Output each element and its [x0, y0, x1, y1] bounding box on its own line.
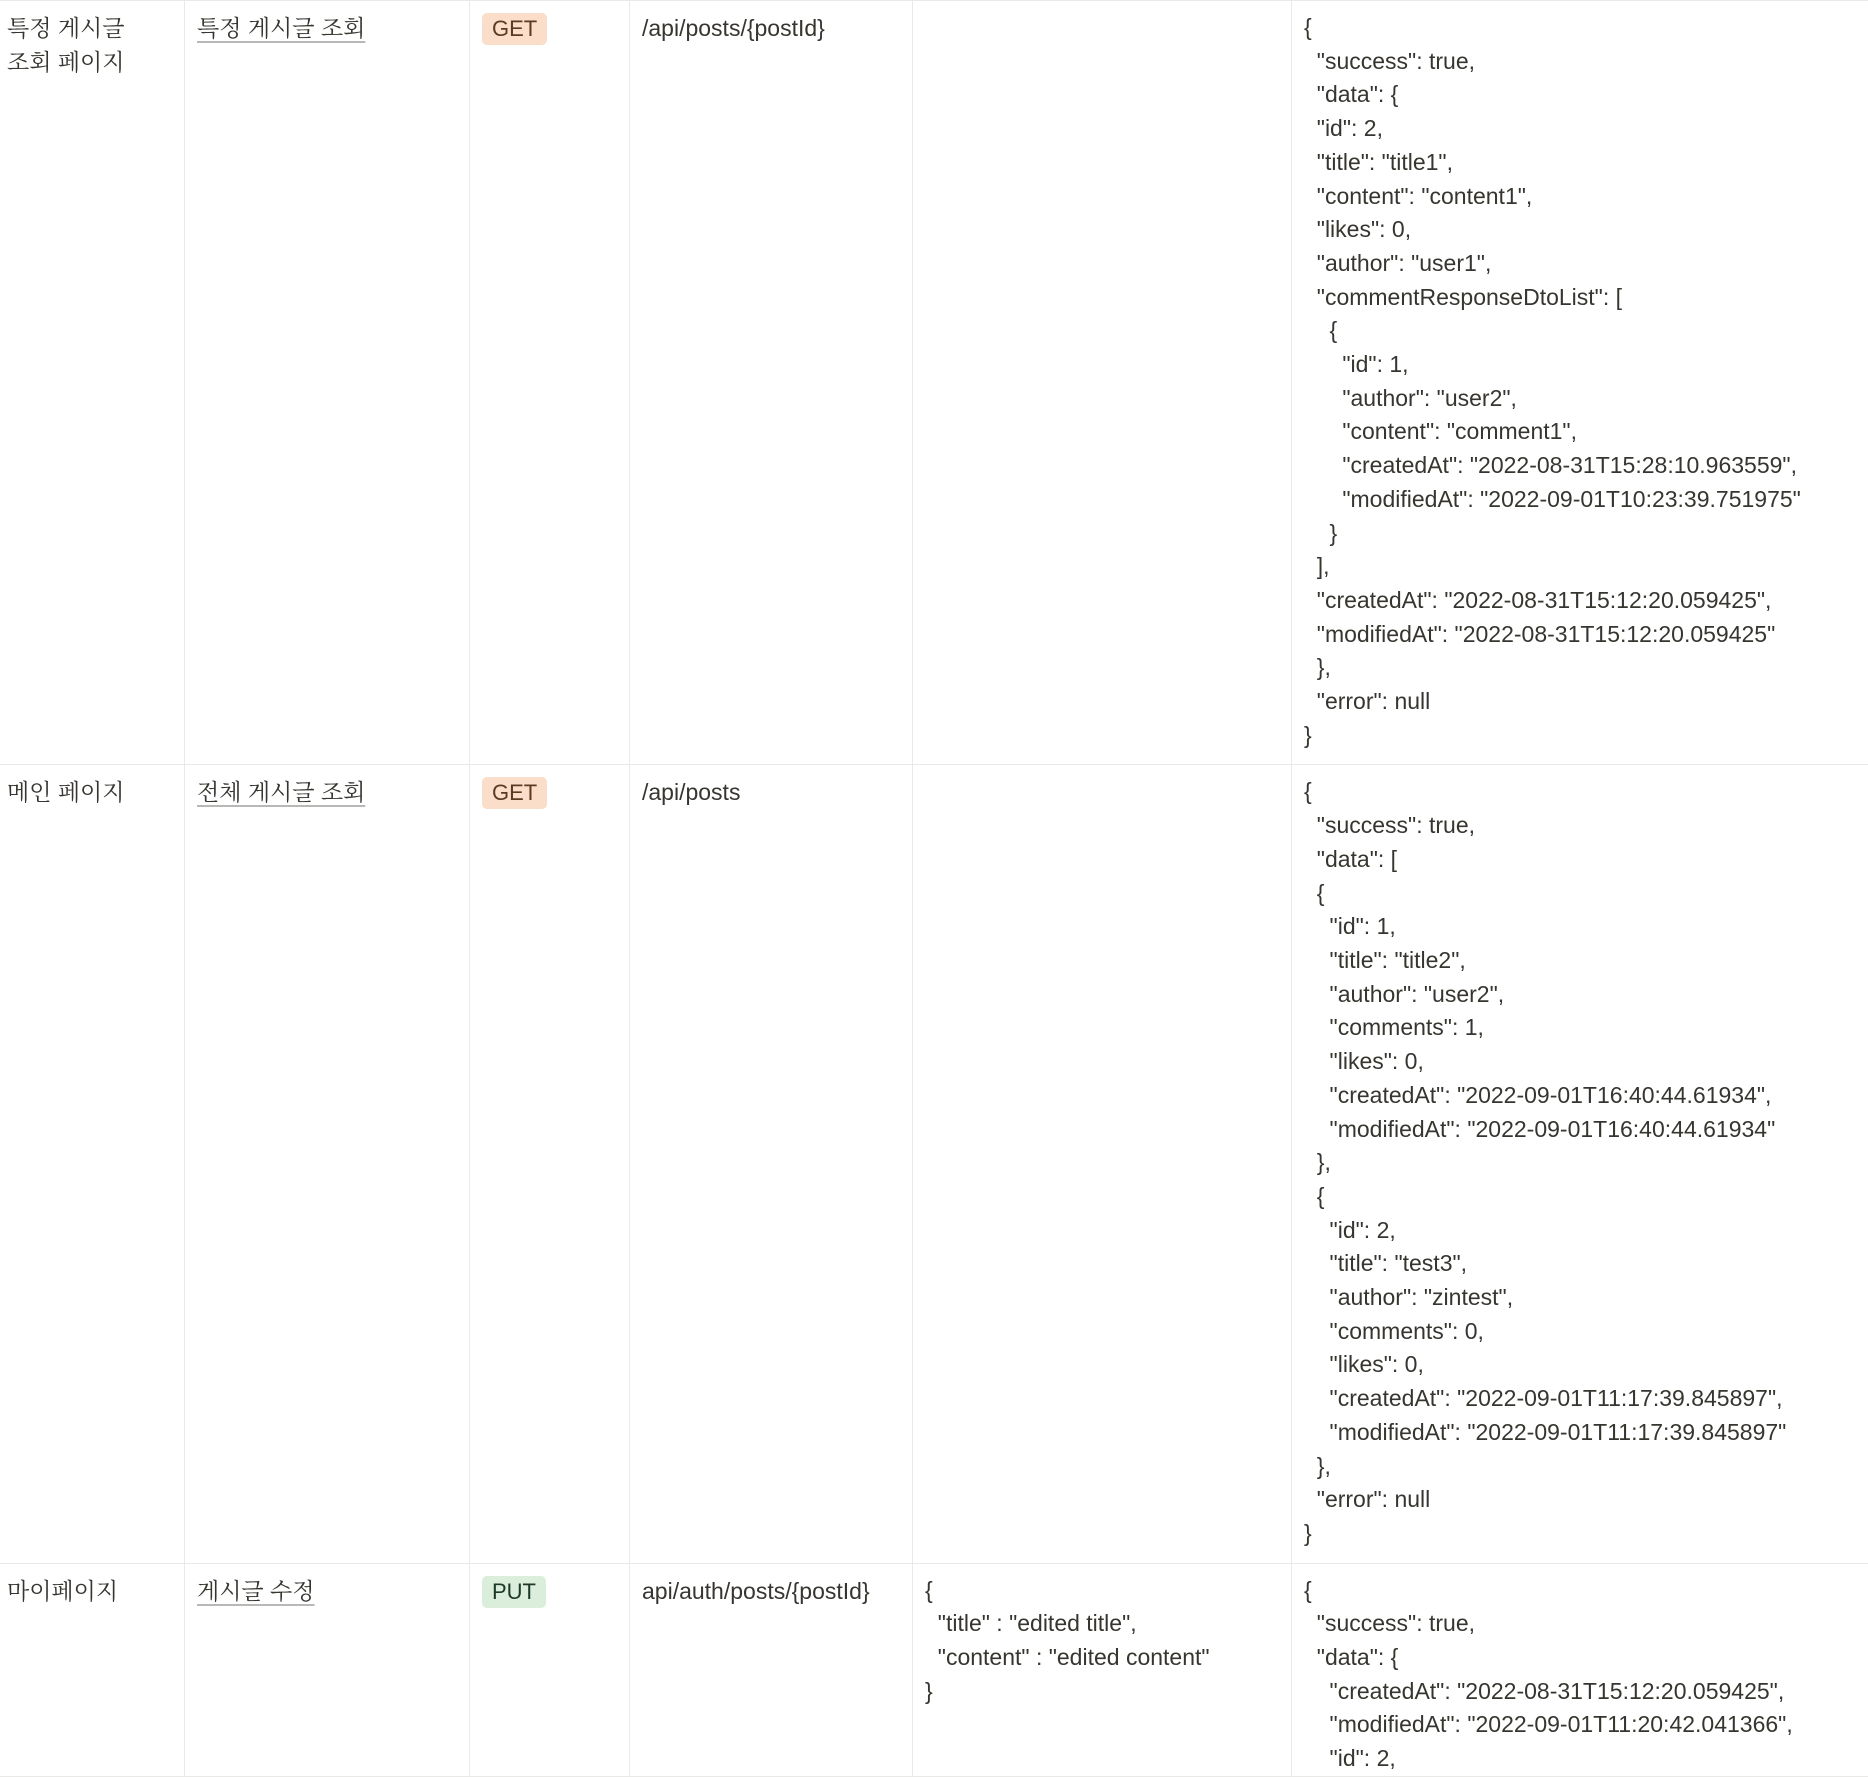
page-name: 마이페이지 [7, 1574, 167, 1608]
feature-name[interactable]: 특정 게시글 조회 [197, 15, 365, 41]
url-text: /api/posts [642, 779, 740, 805]
feature-name[interactable]: 게시글 수정 [197, 1578, 314, 1604]
feature-cell[interactable] [185, 765, 470, 1563]
method-badge: GET [482, 777, 547, 809]
request-cell[interactable] [913, 1563, 1292, 1776]
response-body: { "success": true, "data": { "createdAt": "2022-08-31T15:12:20.059425", "modifiedAt": "2022-09-01T11:20:42.041366", "id": 2, [1304, 1574, 1856, 1776]
table-row [0, 765, 1868, 1563]
response-cell[interactable] [1292, 1, 1868, 765]
method-cell[interactable] [470, 1563, 630, 1776]
page-cell[interactable] [0, 1, 185, 765]
response-cell[interactable] [1292, 765, 1868, 1563]
page-cell[interactable] [0, 765, 185, 1563]
table-row [0, 1563, 1868, 1776]
url-cell[interactable] [630, 1, 913, 765]
method-cell[interactable] [470, 1, 630, 765]
response-body: { "success": true, "data": [ { "id": 1, "title": "title2", "author": "user2", "comments": 1, "likes": 0, "createdAt": "2022-09-01T16:40:44.61934", "modifiedAt": "2022-09-01T16:40:44.61934" }, { "id": 2, "title": "test3", "author": "zintest", "comments": 0, "likes": 0, "createdAt": "2022-09-01T11:17:39.845897", "modifiedAt": "2022-09-01T11:17:39.845897" }, "error": null } [1304, 775, 1856, 1550]
request-cell[interactable] [913, 1, 1292, 765]
feature-cell[interactable] [185, 1563, 470, 1776]
method-badge: PUT [482, 1576, 546, 1608]
url-text: api/auth/posts/{postId} [642, 1578, 870, 1604]
url-text: /api/posts/{postId} [642, 15, 825, 41]
response-body: { "success": true, "data": { "id": 2, "title": "title1", "content": "content1", "likes": 0, "author": "user1", "commentResponseDtoList": [ { "id": 1, "author": "user2", "content": "comment1", "createdAt": "2022-08-31T15:28:10.963559", "modifiedAt": "2022-09-01T10:23:39.751975" } ], "createdAt": "2022-08-31T15:12:20.059425", "modifiedAt": "2022-08-31T15:12:20.059425" }, "error": null } [1304, 11, 1856, 752]
response-cell[interactable] [1292, 1563, 1868, 1776]
method-badge: GET [482, 13, 547, 45]
page-name: 메인 페이지 [7, 775, 167, 809]
table-row [0, 1, 1868, 765]
page-cell[interactable] [0, 1563, 185, 1776]
request-body: { "title" : "edited title", "content" : "edited content" } [925, 1574, 1279, 1709]
page-name: 특정 게시글 조회 페이지 [7, 11, 167, 79]
request-cell[interactable] [913, 765, 1292, 1563]
feature-name[interactable]: 전체 게시글 조회 [197, 779, 365, 805]
method-cell[interactable] [470, 765, 630, 1563]
url-cell[interactable] [630, 1563, 913, 1776]
feature-cell[interactable] [185, 1, 470, 765]
url-cell[interactable] [630, 765, 913, 1563]
